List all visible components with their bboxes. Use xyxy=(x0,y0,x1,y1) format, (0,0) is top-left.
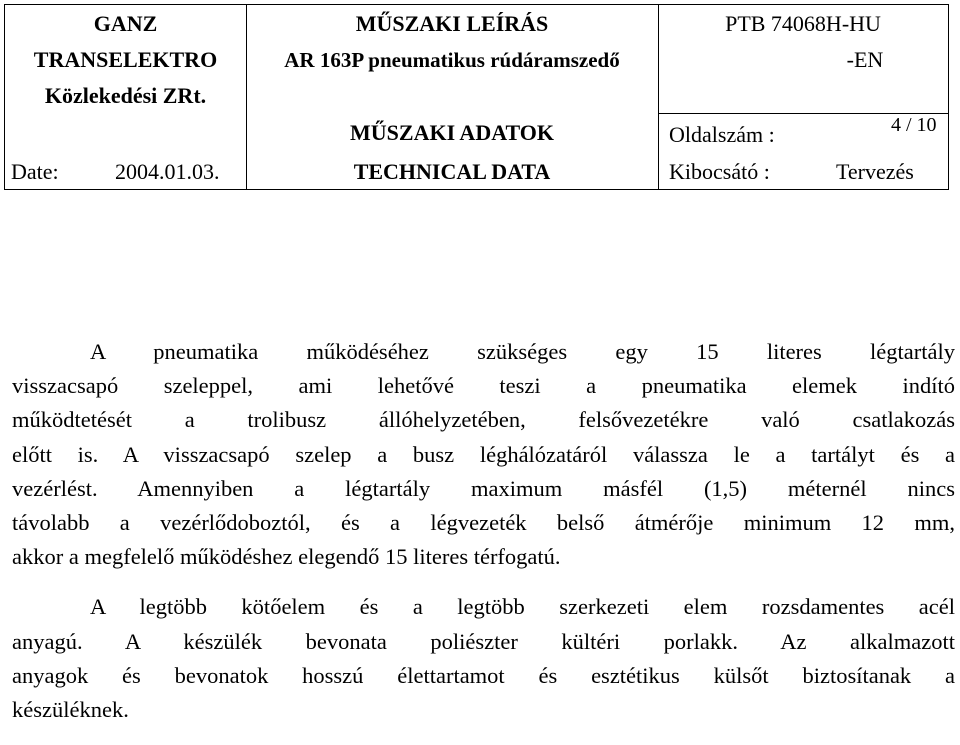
section-title-en: TECHNICAL DATA xyxy=(353,159,551,184)
paragraph2-line: anyagú. A készülék bevonata poliészter kültéri porlakk. Az alkalmazott xyxy=(12,628,955,654)
date-value: 2004.01.03. xyxy=(115,159,220,184)
issuer-label: Kibocsátó : xyxy=(669,159,770,184)
date-label: Date: xyxy=(11,159,59,184)
company-name-line2: TRANSELEKTRO xyxy=(33,47,218,72)
document-language: -EN xyxy=(846,47,884,72)
paragraph1-line: vezérlést. Amennyiben a légtartály maximum másfél (1,5) méternél nincs xyxy=(12,475,955,501)
document-type: MŰSZAKI LEÍRÁS xyxy=(355,11,549,36)
paragraph1-line: A pneumatika működéséhez szükséges egy 15 literes légtartály xyxy=(90,339,955,364)
paragraph1-line: akkor a megfelelő működéshez elegendő 15 literes térfogatú. xyxy=(12,544,561,570)
company-name-line3: Közlekedési ZRt. xyxy=(44,83,207,108)
page-number: 4 / 10 xyxy=(891,114,937,136)
issuer-value: Tervezés xyxy=(836,159,914,184)
paragraph1-line: előtt is. A visszacsapó szelep a busz léghálózatáról válassza le a tartályt és a xyxy=(12,441,955,467)
paragraph1-line: visszacsapó szeleppel, ami lehetővé teszi a pneumatika elemek indító xyxy=(12,373,955,399)
company-name-line1: GANZ xyxy=(93,11,158,36)
paragraph1-line: működtetését a trolibusz állóhelyzetében, felsővezetékre való csatlakozás xyxy=(12,407,955,433)
header-table xyxy=(4,4,949,190)
paragraph1-line: távolabb a vezérlődoboztól, és a légvezeték belső átmérője minimum 12 mm, xyxy=(12,509,955,535)
body-text xyxy=(12,335,955,727)
paragraph2-line: készüléknek. xyxy=(12,696,129,722)
section-title-hu: MŰSZAKI ADATOK xyxy=(350,120,554,145)
paragraph2-line: anyagok és bevonatok hosszú élettartamot és esztétikus külsőt biztosítanak a xyxy=(12,662,955,688)
product-name: AR 163P pneumatikus rúdáramszedő xyxy=(284,48,620,72)
paragraph2-line: A legtöbb kötőelem és a legtöbb szerkezeti elem rozsdamentes acél xyxy=(90,594,955,620)
document-number: PTB 74068H-HU xyxy=(725,11,881,36)
page-label: Oldalszám : xyxy=(669,122,775,147)
